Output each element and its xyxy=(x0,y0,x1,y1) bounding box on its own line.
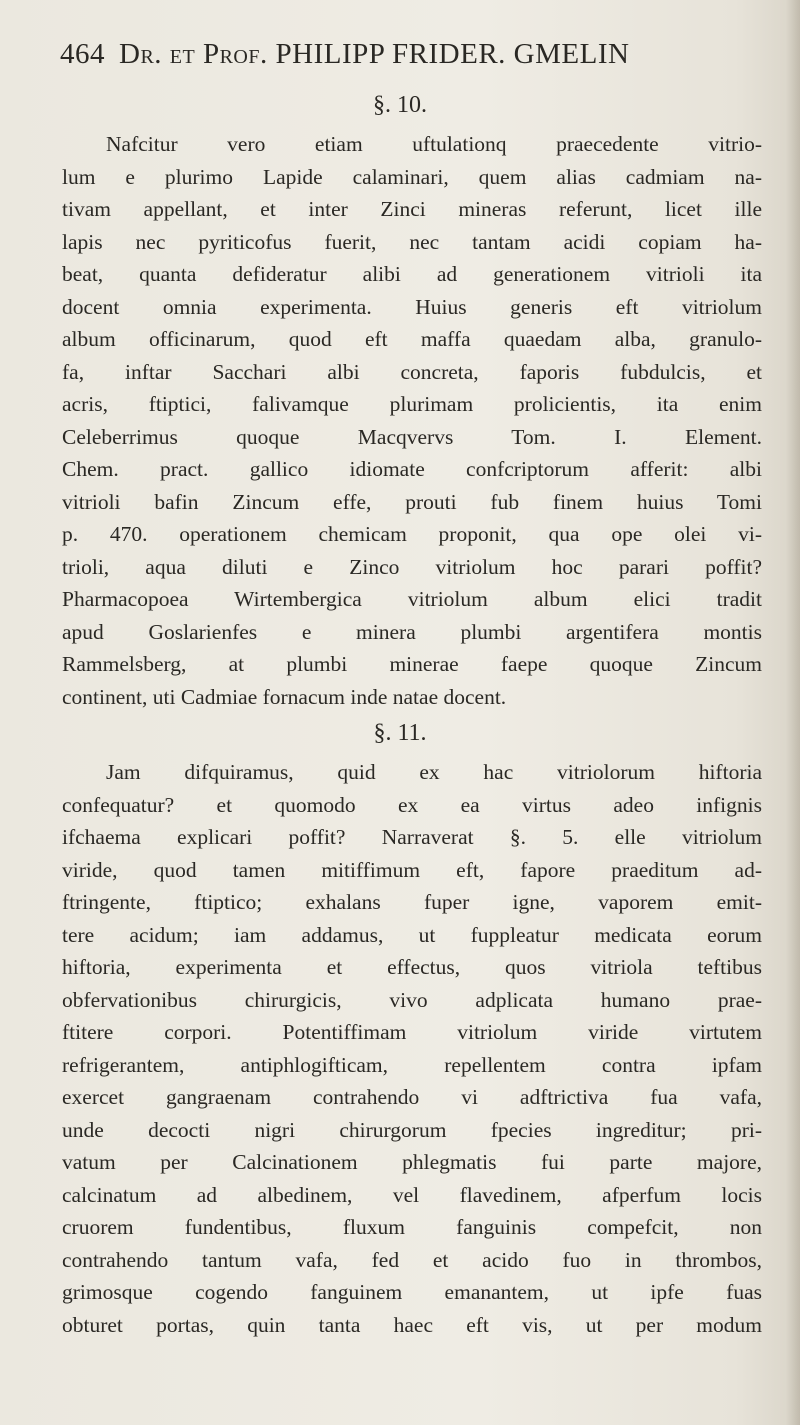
text-line: unde decocti nigri chirurgorum fpecies ingreditur; pri- xyxy=(62,1117,762,1142)
text-line: ftringente, ftiptico; exhalans fuper igne, vaporem emit- xyxy=(62,890,762,914)
text-line: vatum per Calcinationem phlegmatis fui parte majore, xyxy=(62,1150,762,1174)
text-line: exercet gangraenam contrahendo vi adftrictiva fua vafa, xyxy=(62,1085,762,1109)
text-line: Celeberrimus quoque Macqvervs Tom. I. Element. xyxy=(62,424,762,449)
text-line: refrigerantem, antiphlogifticam, repellentem contra ipfam xyxy=(62,1052,762,1077)
running-title: Dr. et Prof. PHILIPP FRIDER. GMELIN xyxy=(119,38,630,70)
text-line: lum e plurimo Lapide calaminari, quem alias cadmiam na- xyxy=(62,164,762,189)
section-11-text xyxy=(62,756,762,1341)
text-line: Pharmacopoea Wirtembergica vitriolum album elici tradit xyxy=(62,587,762,611)
text-line: cruorem fundentibus, fluxum fanguinis compefcit, non xyxy=(62,1215,762,1239)
running-head xyxy=(60,38,760,71)
text-line: obturet portas, quin tanta haec eft vis, ut per modum xyxy=(62,1312,762,1337)
text-line: lapis nec pyriticofus fuerit, nec tantam acidi copiam ha- xyxy=(62,229,762,254)
section-number-10: §. 10. xyxy=(373,92,427,118)
section-10-text xyxy=(62,128,762,713)
text-line: apud Goslarienfes e minera plumbi argentifera montis xyxy=(62,619,762,644)
text-line: tivam appellant, et inter Zinci mineras referunt, licet ille xyxy=(62,197,762,221)
text-line: Chem. pract. gallico idiomate confcriptorum afferit: albi xyxy=(62,457,762,481)
text-line: calcinatum ad albedinem, vel flavedinem, afperfum locis xyxy=(62,1182,762,1207)
text-line: continent, uti Cadmiae fornacum inde natae docent. xyxy=(62,684,507,709)
page-number: 464 xyxy=(60,38,105,70)
section-number-11: §. 11. xyxy=(373,720,427,746)
text-line: acris, ftiptici, falivamque plurimam prolicientis, ita enim xyxy=(62,392,762,416)
text-line: confequatur? et quomodo ex ea virtus adeo infignis xyxy=(62,792,762,817)
text-line: p. 470. operationem chemicam proponit, qua ope olei vi- xyxy=(62,522,762,546)
text-line: tere acidum; iam addamus, ut fuppleatur medicata eorum xyxy=(62,922,762,947)
text-line: ftitere corpori. Potentiffimam vitriolum viride virtutem xyxy=(62,1020,762,1044)
text-line: docent omnia experimenta. Huius generis eft vitriolum xyxy=(62,294,762,319)
text-line: Jam difquiramus, quid ex hac vitriolorum hiftoria xyxy=(106,760,762,784)
text-line: beat, quanta defideratur alibi ad generationem vitrioli ita xyxy=(62,262,762,286)
text-line: fa, inftar Sacchari albi concreta, faporis fubdulcis, et xyxy=(62,359,762,384)
text-line: ifchaema explicari poffit? Narraverat §. 5. elle vitriolum xyxy=(62,825,762,849)
page-edge-shadow xyxy=(786,0,800,1425)
text-line: obfervationibus chirurgicis, vivo adplicata humano prae- xyxy=(62,987,762,1012)
text-line: grimosque cogendo fanguinem emanantem, ut ipfe fuas xyxy=(62,1280,762,1304)
text-line: hiftoria, experimenta et effectus, quos vitriola teftibus xyxy=(62,955,762,979)
text-line: album officinarum, quod eft maffa quaedam alba, granulo- xyxy=(62,327,762,351)
text-line: viride, quod tamen mitiffimum eft, fapore praeditum ad- xyxy=(62,857,762,882)
text-line: vitrioli bafin Zincum effe, prouti fub finem huius Tomi xyxy=(62,489,762,514)
text-line: Nafcitur vero etiam uftulationq praecedente vitrio- xyxy=(106,132,762,156)
text-line: contrahendo tantum vafa, fed et acido fuo in thrombos, xyxy=(62,1247,762,1272)
text-line: trioli, aqua diluti e Zinco vitriolum hoc parari poffit? xyxy=(62,554,762,579)
text-line: Rammelsberg, at plumbi minerae faepe quoque Zincum xyxy=(62,652,762,676)
